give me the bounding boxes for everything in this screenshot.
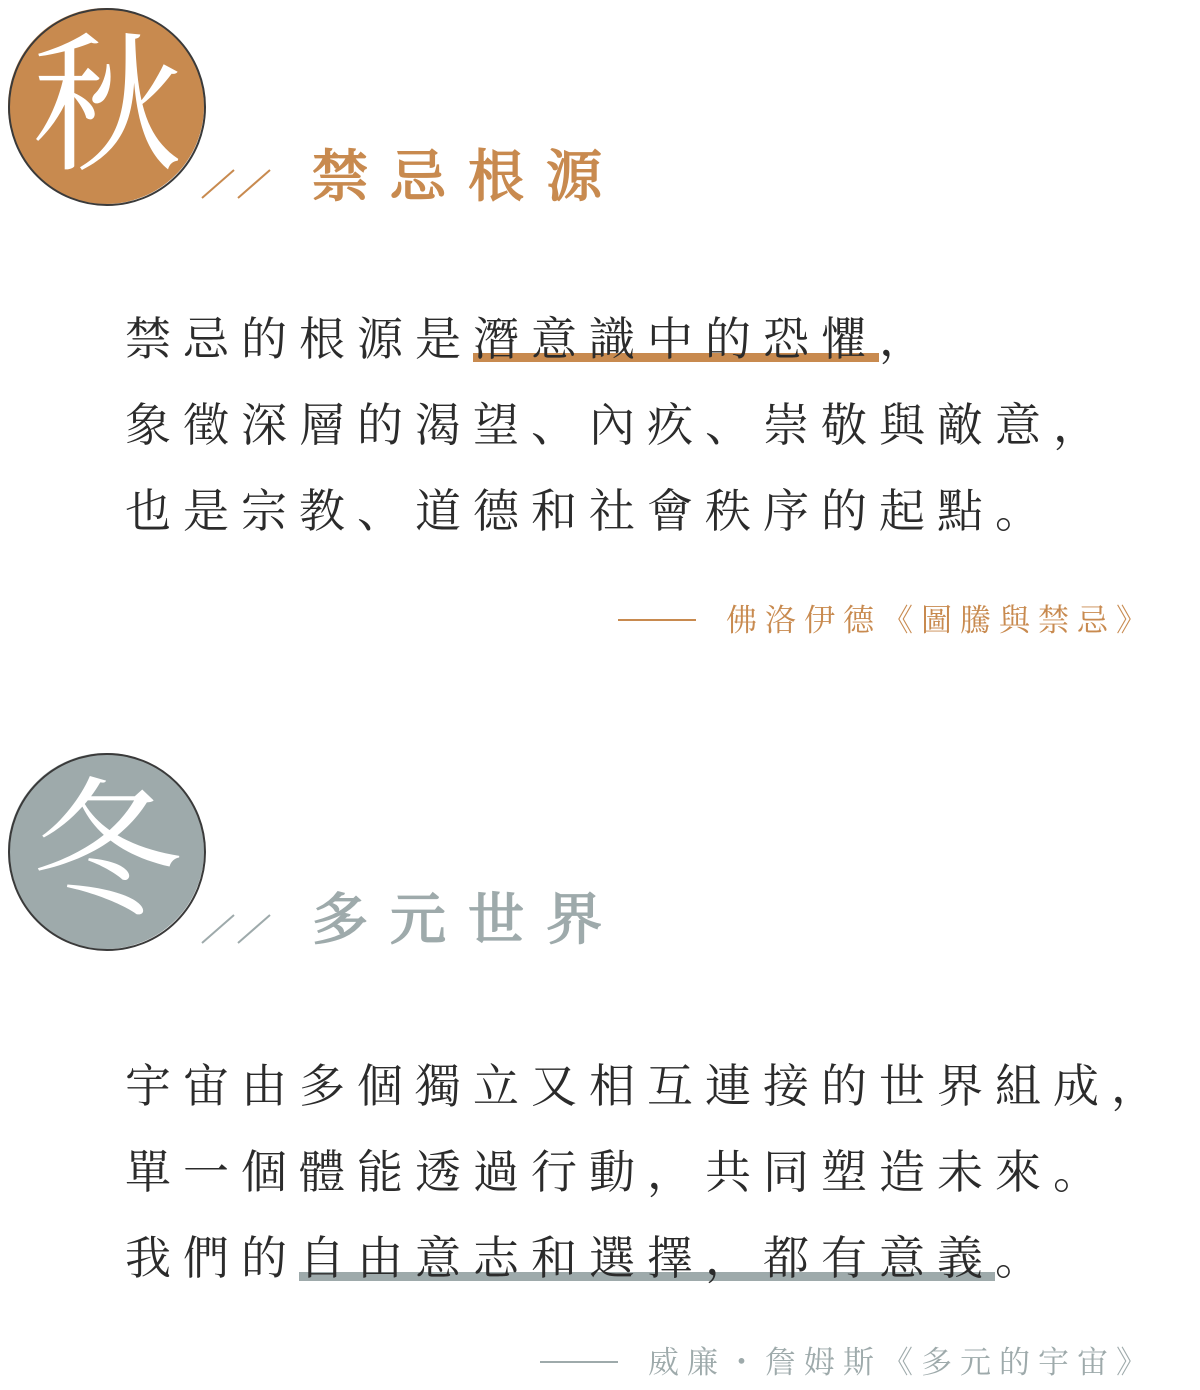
- winter-quote-line-2: [125, 1129, 1169, 1215]
- winter-badge: [8, 753, 212, 957]
- autumn-line-2-text: 象徵深層的渴望、內疚、崇敬與敵意，: [125, 398, 1111, 452]
- winter-section: [0, 745, 1200, 1390]
- autumn-heading: 禁忌根源: [312, 145, 624, 210]
- winter-heading: 多元世界: [312, 888, 624, 953]
- winter-attribution-dash: [540, 1361, 618, 1363]
- winter-quote-line-1: [125, 1043, 1169, 1129]
- autumn-badge-char: 秋: [31, 20, 182, 194]
- winter-line-1-text: 宇宙由多個獨立又相互連接的世界組成，: [125, 1059, 1169, 1113]
- winter-quote: [125, 1043, 1169, 1301]
- winter-line-3-punct: 。: [995, 1231, 1053, 1285]
- winter-highlight-free-will: 自由意志和選擇，都有意義: [299, 1231, 995, 1285]
- autumn-slash-decoration: [200, 168, 280, 208]
- winter-badge-char: 冬: [31, 765, 182, 939]
- autumn-line-3-text: 也是宗教、道德和社會秩序的起點。: [125, 484, 1053, 538]
- winter-attribution-text: 威廉・詹姆斯《多元的宇宙》: [648, 1345, 1155, 1381]
- autumn-quote: [125, 296, 1111, 554]
- winter-line-2-text: 單一個體能透過行動，共同塑造未來。: [125, 1145, 1111, 1199]
- winter-line-3-text: 我們的: [125, 1231, 299, 1285]
- autumn-quote-line-2: [125, 382, 1111, 468]
- autumn-attribution-dash: [618, 619, 696, 621]
- autumn-quote-line-1: [125, 296, 1111, 382]
- autumn-attribution-text: 佛洛伊德《圖騰與禁忌》: [726, 603, 1155, 639]
- winter-attribution: [540, 1345, 1155, 1381]
- winter-slash-decoration: [200, 913, 280, 953]
- autumn-attribution: [618, 603, 1155, 639]
- winter-quote-line-3: [125, 1215, 1169, 1301]
- autumn-line-1-text: 禁忌的根源是: [125, 312, 473, 366]
- autumn-line-1-punct: ，: [879, 312, 937, 366]
- autumn-badge: [8, 8, 212, 212]
- autumn-highlight-subconscious-fear: 潛意識中的恐懼: [473, 312, 879, 366]
- autumn-quote-line-3: [125, 468, 1111, 554]
- autumn-section: [0, 0, 1200, 660]
